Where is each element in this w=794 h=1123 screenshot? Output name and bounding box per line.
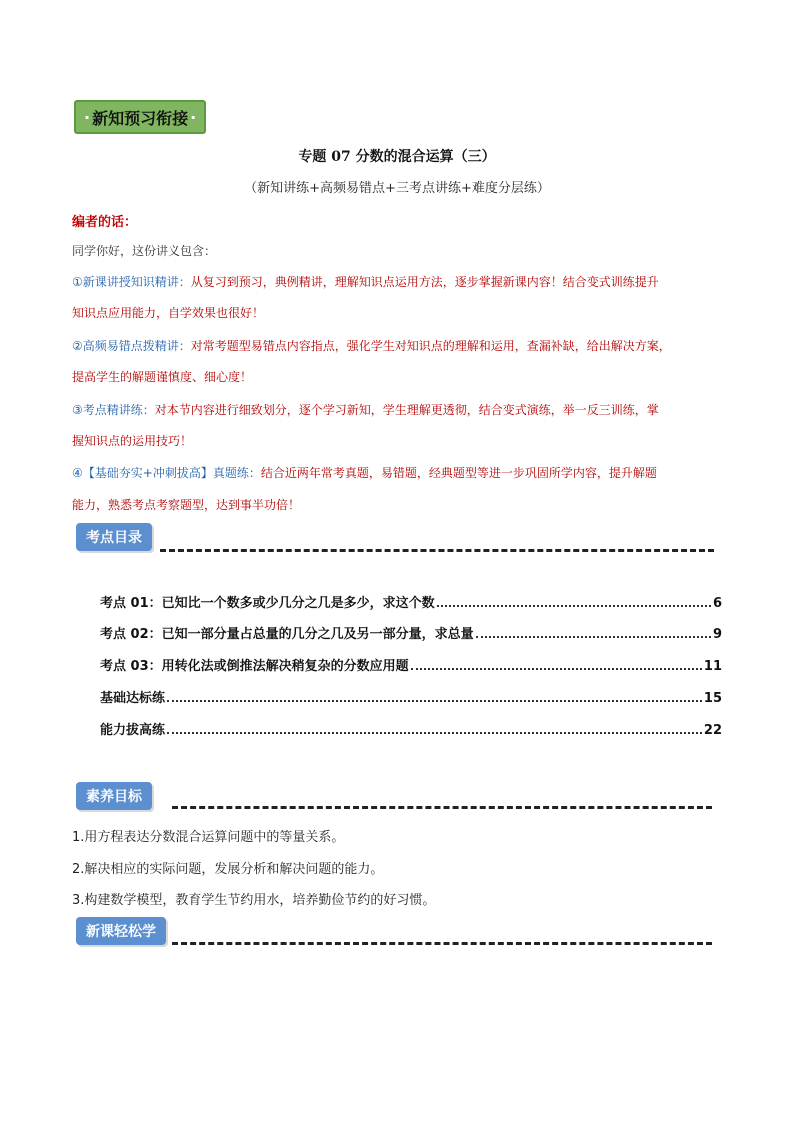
- section-banner: [74, 100, 206, 134]
- intro-item-4: [72, 465, 732, 481]
- intro-item-body: 对常考题型易错点内容指点，强化学生对知识点的理解和运用，查漏补缺，给出解决方案，: [190, 339, 671, 353]
- greeting-text: 同学你好，这份讲义包含：: [72, 244, 217, 258]
- toc-leader: [437, 605, 711, 607]
- intro-item-body: 结合近两年常考真题，易错题，经典题型等进一步巩固所学内容，提升解题: [260, 466, 657, 480]
- banner-dot-icon: ·: [190, 107, 197, 127]
- toc-entry[interactable]: [100, 592, 722, 611]
- intro-item-head: ④【基础夯实+冲刺拔高】真题练：: [72, 466, 261, 480]
- toc-leader: [411, 668, 702, 670]
- intro-item-body-cont: 握知识点的运用技巧！: [72, 434, 193, 448]
- newlesson-heading-tag: 新课轻松学: [76, 917, 166, 945]
- toc-entry-label: 考点 01：已知比一个数多或少几分之几是多少，求这个数: [100, 596, 435, 611]
- goal-item: 3.构建数学模型，教育学生节约用水，培养勤俭节约的好习惯。: [72, 893, 436, 908]
- page-title: 专题 07 分数的混合运算（三）: [298, 149, 496, 165]
- toc-entry-label: 考点 03：用转化法或倒推法解决稍复杂的分数应用题: [100, 659, 409, 674]
- toc-entry-page: 15: [703, 691, 722, 706]
- toc-entry-page: 9: [712, 627, 722, 642]
- toc-entry-label: 能力拔高练: [100, 723, 166, 738]
- goal-item: 1.用方程表达分数混合运算问题中的等量关系。: [72, 830, 345, 845]
- toc-entry-page: 22: [703, 723, 722, 738]
- toc-entry-label: 基础达标练: [100, 691, 166, 706]
- intro-item-head: ③考点精讲练：: [72, 403, 155, 417]
- toc-divider: [160, 549, 714, 552]
- toc-entry[interactable]: [100, 655, 722, 674]
- toc-leader: [167, 732, 702, 734]
- toc-leader: [167, 700, 702, 702]
- toc-entry-page: 6: [712, 596, 722, 611]
- intro-item-body-cont: 知识点应用能力，自学效果也很好！: [72, 306, 265, 320]
- goal-item: 2.解决相应的实际问题，发展分析和解决问题的能力。: [72, 862, 384, 877]
- toc-entry[interactable]: [100, 719, 722, 738]
- toc-heading-tag: 考点目录: [76, 523, 152, 551]
- goals-divider: [172, 806, 712, 809]
- banner-dot-icon: ·: [84, 107, 91, 127]
- intro-item-head: ①新课讲授知识精讲：: [72, 275, 191, 289]
- toc-entry-label: 考点 02：已知一部分量占总量的几分之几及另一部分量，求总量: [100, 627, 474, 642]
- intro-item-body-cont: 能力，熟悉考点考察题型，达到事半功倍！: [72, 498, 301, 512]
- intro-item-head: ②高频易错点拨精讲：: [72, 339, 191, 353]
- toc-entry[interactable]: [100, 687, 722, 706]
- toc-leader: [476, 636, 711, 638]
- editor-heading: 编者的话：: [72, 215, 138, 230]
- page-subtitle: （新知讲练+高频易错点+三考点讲练+难度分层练）: [244, 181, 550, 196]
- newlesson-divider: [172, 942, 712, 945]
- intro-item-2: [72, 338, 732, 354]
- banner-label: 新知预习衔接: [92, 108, 189, 128]
- goals-heading-tag: 素养目标: [76, 782, 152, 810]
- intro-item-body: 对本节内容进行细致划分，逐个学习新知，学生理解更透彻，结合变式演练，举一反三训练，掌: [154, 403, 659, 417]
- intro-item-body: 从复习到预习，典例精讲，理解知识点运用方法，逐步掌握新课内容！结合变式训练提升: [190, 275, 659, 289]
- intro-item-3: [72, 402, 732, 418]
- toc-entry[interactable]: [100, 623, 722, 642]
- intro-item-1: [72, 274, 732, 290]
- intro-item-body-cont: 提高学生的解题谨慎度、细心度！: [72, 370, 253, 384]
- toc-entry-page: 11: [703, 659, 722, 674]
